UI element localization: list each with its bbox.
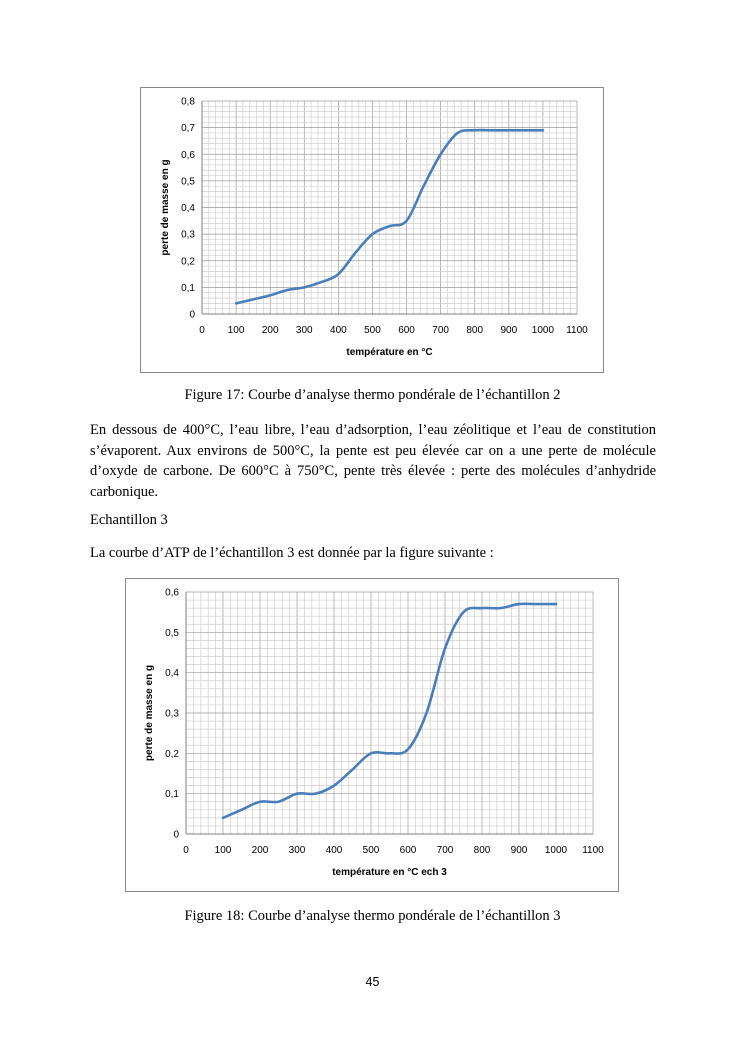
x-tick-label: 1100 (566, 325, 588, 336)
x-tick-label: 400 (330, 325, 347, 336)
y-tick-label: 0 (189, 309, 195, 321)
y-tick-label: 0,3 (165, 708, 179, 720)
x-tick-label: 100 (214, 845, 232, 856)
y-tick-label: 0,8 (181, 96, 195, 108)
page-number: 45 (365, 975, 380, 989)
x-tick-label: 500 (364, 325, 381, 336)
x-tick-label: 300 (295, 325, 313, 336)
x-tick-label: 300 (288, 845, 306, 856)
figure-18-caption: Figure 18: Courbe d’analyse thermo pondérale de l’échantillon 3 (184, 908, 561, 924)
x-tick-label: 0 (183, 845, 189, 856)
y-axis-title: perte de masse en g (160, 159, 171, 256)
x-tick-label: 800 (466, 325, 484, 336)
y-tick-label: 0,1 (165, 789, 179, 801)
series-line (236, 130, 543, 303)
chart-17-svg (141, 88, 603, 372)
y-tick-label: 0,6 (181, 149, 195, 161)
y-tick-label: 0,7 (181, 123, 195, 135)
heading-sample-3: Echantillon 3 (90, 512, 168, 528)
x-tick-label: 400 (325, 845, 343, 856)
paragraph-analysis-sample-2: En dessous de 400°C, l’eau libre, l’eau d’adsorption, l’eau zéolitique et l’eau de constitution s’évaporent. Aux environs de 500°C, la pente est peu élevée car on a une perte de molécule d’oxyde de carbone. De 600°C à 750°C, pente très élevée : perte des molécules d’anhydride carbonique. (90, 422, 656, 500)
x-tick-label: 700 (436, 845, 454, 856)
intro-sample-3: La courbe d’ATP de l’échantillon 3 est donnée par la figure suivante : (90, 545, 494, 561)
x-tick-label: 1000 (531, 325, 555, 336)
chart-figure-17 (140, 87, 604, 373)
y-tick-label: 0,5 (165, 627, 179, 639)
x-tick-label: 900 (510, 845, 528, 856)
chart-18-svg (126, 579, 618, 891)
y-tick-label: 0 (173, 829, 179, 841)
y-tick-label: 0,6 (165, 587, 179, 599)
y-tick-label: 0,5 (181, 176, 195, 188)
x-tick-label: 0 (199, 325, 205, 336)
y-tick-label: 0,3 (181, 229, 195, 241)
x-tick-label: 1000 (544, 845, 568, 856)
y-tick-label: 0,2 (181, 256, 195, 268)
x-tick-label: 600 (398, 325, 415, 336)
x-tick-label: 800 (473, 845, 491, 856)
x-tick-label: 600 (399, 845, 417, 856)
y-tick-label: 0,2 (165, 748, 179, 760)
y-tick-label: 0,4 (181, 203, 195, 214)
x-tick-label: 200 (251, 845, 269, 856)
x-tick-label: 200 (261, 325, 279, 336)
x-axis-title: température en °C (346, 347, 433, 358)
y-tick-label: 0,1 (181, 282, 195, 294)
x-tick-label: 900 (500, 325, 518, 336)
figure-17-caption: Figure 17: Courbe d’analyse thermo pondérale de l’échantillon 2 (184, 387, 561, 403)
x-tick-label: 500 (362, 845, 380, 856)
y-tick-label: 0,4 (165, 668, 179, 680)
x-tick-label: 1100 (582, 845, 604, 856)
y-axis-title: perte de masse en g (144, 664, 155, 762)
chart-figure-18 (125, 578, 619, 892)
x-axis-title: température en °C ech 3 (332, 867, 447, 878)
x-tick-label: 100 (227, 325, 245, 336)
x-tick-label: 700 (432, 325, 449, 336)
